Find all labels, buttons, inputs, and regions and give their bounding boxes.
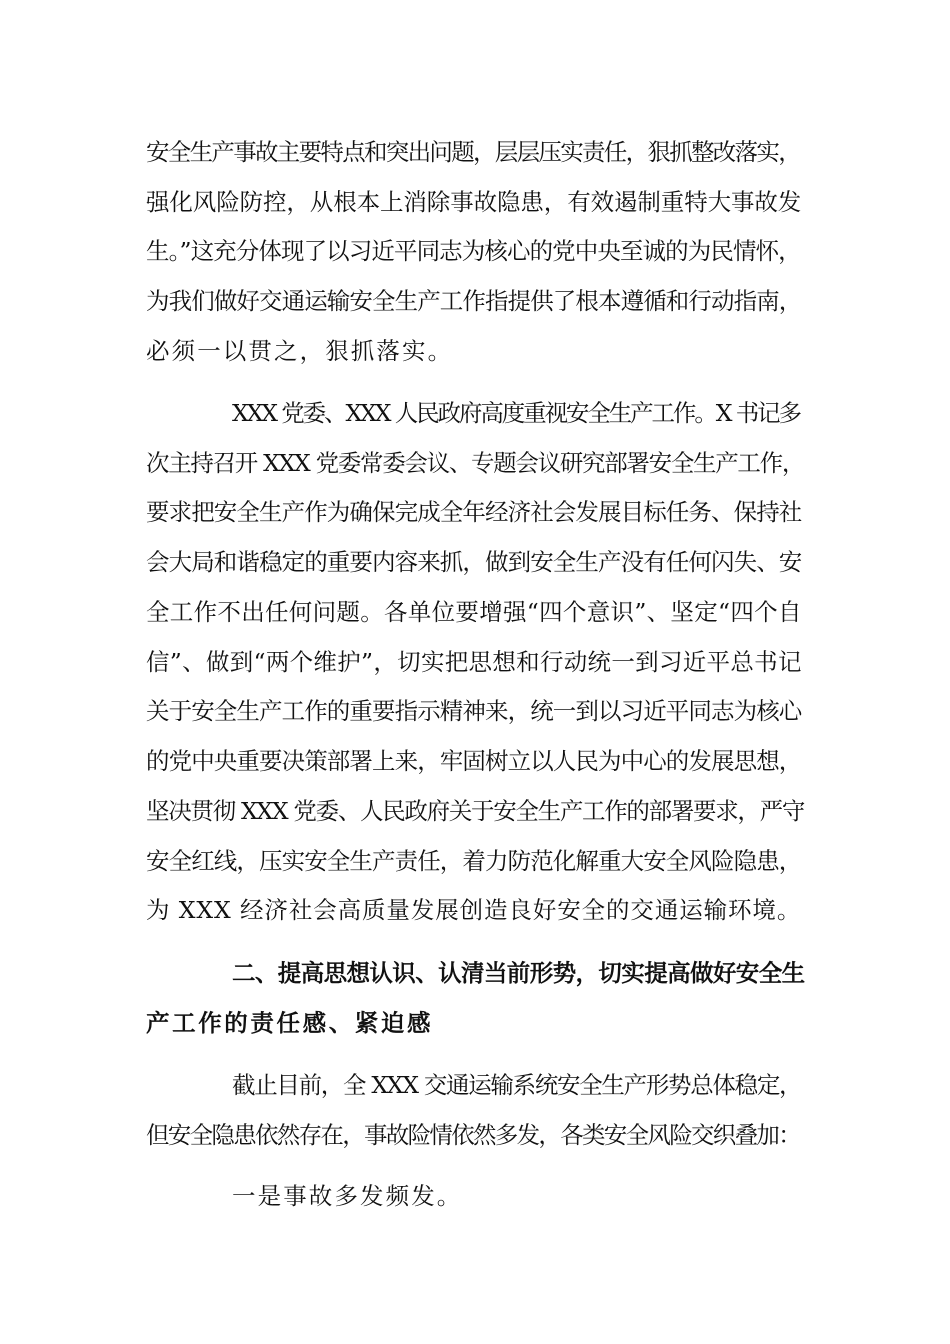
paragraph-line: 的党中央重要决策部署上来，牢固树立以人民为中心的发展思想， [146,747,802,775]
paragraph-line: 必须一以贯之，狠抓落实。 [146,337,454,365]
paragraph-line: 为我们做好交通运输安全生产工作指提供了根本遵循和行动指南， [146,287,802,315]
paragraph-line: XXX 党委、XXX 人民政府高度重视安全生产工作。X 书记多 [232,399,800,427]
paragraph-line: 全工作不出任何问题。各单位要增强“四个意识”、坚定“四个自 [146,598,802,626]
paragraph-line: 会大局和谐稳定的重要内容来抓，做到安全生产没有任何闪失、安 [146,548,802,576]
paragraph-line: 安全生产事故主要特点和突出问题，层层压实责任，狠抓整改落实， [146,138,800,166]
paragraph-line: 次主持召开 XXX 党委常委会议、专题会议研究部署安全生产工作， [146,449,805,477]
paragraph-line: 生。”这充分体现了以习近平同志为核心的党中央至诚的为民情怀， [146,237,801,265]
paragraph-line: 坚决贯彻 XXX 党委、人民政府关于安全生产工作的部署要求，严守 [146,797,805,825]
paragraph-line: 信”、做到“两个维护”，切实把思想和行动统一到习近平总书记 [146,648,802,676]
paragraph-line: 要求把安全生产作为确保完成全年经济社会发展目标任务、保持社 [146,498,802,526]
section-heading: 二、提高思想认识、认清当前形势，切实提高做好安全生 [232,959,805,987]
paragraph-line: 强化风险防控，从根本上消除事故隐患，有效遏制重特大事故发 [146,188,802,216]
paragraph-line: 截止目前，全 XXX 交通运输系统安全生产形势总体稳定， [232,1071,802,1099]
section-heading: 产工作的责任感、紧迫感 [146,1009,434,1037]
paragraph-line: 为 XXX 经济社会高质量发展创造良好安全的交通运输环境。 [146,896,802,924]
paragraph-line: 但安全隐患依然存在，事故险情依然多发，各类安全风险交织叠加： [146,1121,800,1149]
paragraph-line: 安全红线，压实安全生产责任，着力防范化解重大安全风险隐患， [146,847,802,875]
paragraph-line: 关于安全生产工作的重要指示精神来，统一到以习近平同志为核心 [146,697,802,725]
paragraph-line: 一是事故多发频发。 [232,1182,463,1210]
